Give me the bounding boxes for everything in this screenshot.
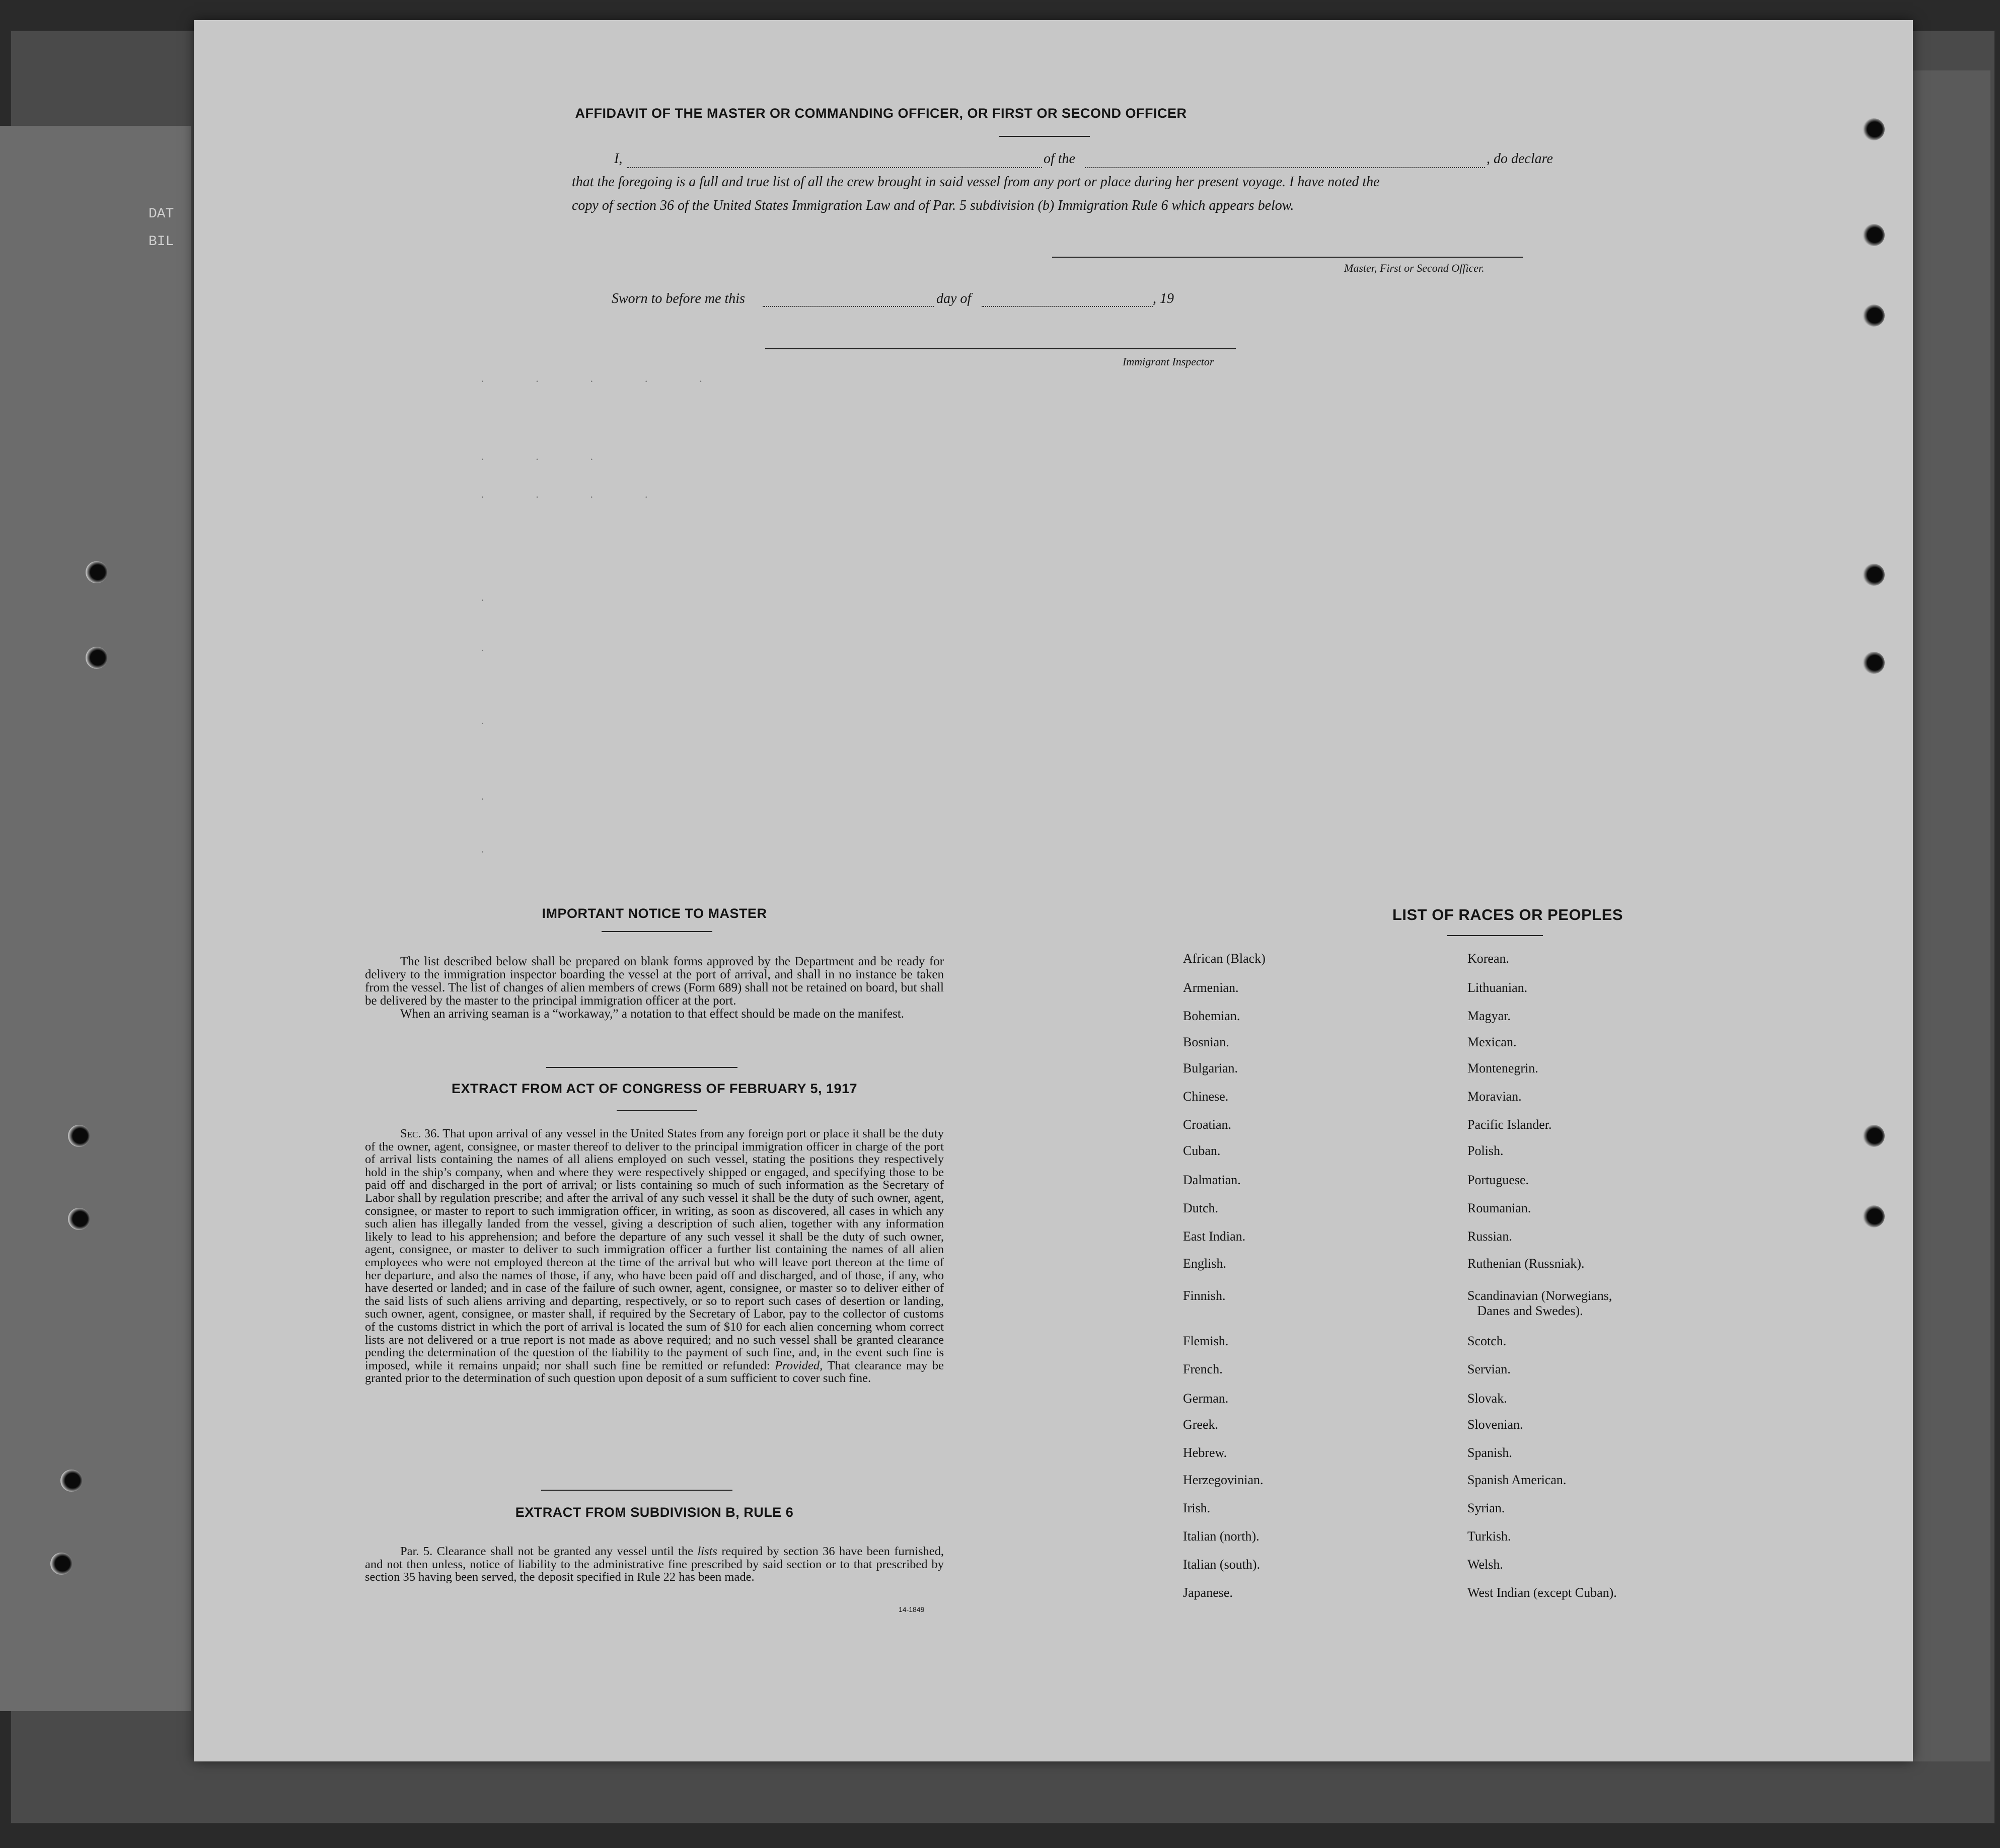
bleed-through: · [481, 717, 500, 730]
section-36-text [365, 1127, 944, 1385]
divider [999, 136, 1090, 137]
race-entry: French. [1183, 1362, 1223, 1376]
race-entry: Pacific Islander. [1467, 1117, 1552, 1132]
race-entry: Welsh. [1467, 1557, 1503, 1572]
binder-hole [1863, 652, 1885, 674]
race-entry: Mexican. [1467, 1035, 1517, 1049]
affidavit-i-label: I, [614, 151, 623, 167]
affidavit-title: AFFIDAVIT OF THE MASTER OR COMMANDING OFFICER, OR FIRST OR SECOND OFFICER [575, 106, 1187, 121]
race-entry: Bulgarian. [1183, 1061, 1238, 1075]
divider [541, 1490, 732, 1491]
race-entry: Irish. [1183, 1501, 1211, 1515]
race-entry: Finnish. [1183, 1288, 1226, 1303]
race-entry: Japanese. [1183, 1585, 1233, 1600]
sworn-day-blank [763, 306, 934, 307]
race-entry: Italian (north). [1183, 1529, 1260, 1544]
day-of-label: day of [936, 291, 972, 306]
side-fragment-bil: BIL [149, 234, 174, 250]
race-entry: Herzegovinian. [1183, 1473, 1264, 1487]
race-entry: English. [1183, 1256, 1226, 1271]
race-entry: Slovak. [1467, 1391, 1507, 1406]
divider [602, 931, 712, 932]
race-entry: Syrian. [1467, 1501, 1505, 1515]
proviso-word: Provided, [775, 1358, 823, 1372]
affidavit-declare-label: , do declare [1487, 151, 1553, 167]
binder-hole [1863, 118, 1885, 140]
name-blank [627, 167, 1042, 168]
race-entry: Italian (south). [1183, 1557, 1261, 1572]
master-signature-line [1052, 257, 1523, 258]
race-entry: Scotch. [1467, 1334, 1507, 1348]
inspector-caption: Immigrant Inspector [1123, 355, 1214, 368]
right-edge-strip [1903, 70, 1990, 1761]
notice-paragraph-1: The list described below shall be prepared on blank forms approved by the Department and be ready for delivery to the immigration inspector boarding the vessel at the port of arrival, and shall in no instance be taken from the vessel. The list of changes of alien members of crews (Form 689) shall not be retained on board, but shall be delivered by the master to the principal immigration officer at the port. [365, 955, 944, 1008]
section-36-tail: That clearance may be granted prior to the determination of such question upon deposit of a sum sufficient to cover such fine. [365, 1358, 944, 1385]
binder-hole [1863, 564, 1885, 586]
binder-hole [1863, 1205, 1885, 1227]
section-36-body: 36. That upon arrival of any vessel in the United States from any foreign port or place it shall be the duty of the owner, agent, consignee, or master thereof to deliver to the principal immigration officer in charge of the port of arrival lists containing the names of all aliens employed on such vessel, stating the positions they respectively hold in the ship’s company, when and where they were respectively shipped or engaged, and specifying those to be paid off and discharged in the port of arrival; or lists containing so much of such information as the Secretary of Labor shall by regulation prescribe; and after the arrival of any such vessel it shall be the duty of such owner, agent, consignee, or master to report to such immigration officer, in writing, as soon as discovered, all cases in which any such alien has illegally landed from the vessel, giving a description of such alien, together with any information likely to lead to his apprehension; and before the departure of any such vessel it shall be the duty of such owner, agent, consignee, or master to deliver to such immigration officer a further list containing the names of all alien employees who were not employed thereon at the time of the arrival but who will leave port thereon at the time of her departure, and also the names of those, if any, who have been paid off and discharged, and of those, if any, who have deserted or landed; and in case of the failure of such owner, agent, consignee, or master so to deliver either of the said lists of such aliens arriving and departing, respectively, or so to report such cases of desertion or landing, such owner, agent, consignee, or master shall, if required by the Secretary of Labor, pay to the collector of customs of the customs district in which the port of arrival is located the sum of $10 for each alien concerning whom correct lists are not delivered or a true report is not made as above required; and no such vessel shall be granted clearance pending the determination of the question of the liability to the payment of such fine, and, in the event such fine is imposed, while it remains unpaid; nor shall such fine be remitted or refunded: [365, 1127, 944, 1372]
binder-hole [1863, 304, 1885, 327]
race-entry: Flemish. [1183, 1334, 1229, 1348]
race-entry: Slovenian. [1467, 1417, 1523, 1432]
affidavit-line-3: copy of section 36 of the United States Immigration Law and of Par. 5 subdivision (b) Immigration Rule 6 which appears below. [572, 198, 1294, 213]
form-number: 14-1849 [899, 1605, 925, 1613]
race-entry: Servian. [1467, 1362, 1511, 1376]
binder-hole [1863, 1125, 1885, 1147]
races-title: LIST OF RACES OR PEOPLES [1392, 906, 1623, 923]
affidavit-line-2: that the foregoing is a full and true list of all the crew brought in said vessel from any port or place during her present voyage. I have noted the [572, 174, 1380, 190]
race-entry: Moravian. [1467, 1089, 1522, 1104]
vessel-blank [1085, 167, 1485, 168]
race-entry: Bohemian. [1183, 1009, 1240, 1023]
race-entry: Cuban. [1183, 1143, 1221, 1158]
binder-hole [86, 647, 108, 669]
side-fragment-dat: DAT [149, 206, 174, 222]
race-entry: Dalmatian. [1183, 1173, 1241, 1187]
race-entry: East Indian. [1183, 1229, 1246, 1244]
bleed-through: · [481, 594, 500, 606]
binder-hole [50, 1553, 72, 1575]
binder-hole [68, 1208, 90, 1230]
race-entry: Portuguese. [1467, 1173, 1529, 1187]
race-entry: Spanish. [1467, 1445, 1512, 1460]
affidavit-of-label: of the [1044, 151, 1075, 167]
bleed-through: · · · · · [481, 375, 718, 388]
master-signature-caption: Master, First or Second Officer. [1344, 262, 1485, 274]
race-entry: Turkish. [1467, 1529, 1511, 1544]
notice-body [365, 955, 944, 1021]
section-lead: Sec. [400, 1127, 421, 1140]
lists-word: lists [697, 1545, 717, 1558]
notice-title: IMPORTANT NOTICE TO MASTER [542, 906, 767, 921]
race-entry: Roumanian. [1467, 1201, 1531, 1215]
bleed-through: · [481, 845, 500, 858]
manifest-page [194, 20, 1913, 1761]
race-entry: Dutch. [1183, 1201, 1219, 1215]
month-blank [982, 306, 1153, 307]
race-entry: Lithuanian. [1467, 980, 1528, 995]
par-5-lead: Par. 5. Clearance shall not be granted any vessel until the [400, 1545, 694, 1558]
race-entry: Scandinavian (Norwegians, Danes and Swedes). [1467, 1288, 1612, 1318]
par-5-body: required by section 36 have been furnished, and not then unless, notice of liability to the administrative fine prescribed by said section or to that prescribed by section 35 having been served, the deposit specified in Rule 22 has been made. [365, 1545, 944, 1584]
race-entry: Korean. [1467, 951, 1510, 966]
race-entry: Polish. [1467, 1143, 1504, 1158]
race-entry: German. [1183, 1391, 1229, 1406]
race-entry: Russian. [1467, 1229, 1512, 1244]
divider [1447, 935, 1543, 936]
rule-extract-title: EXTRACT FROM SUBDIVISION B, RULE 6 [515, 1505, 794, 1520]
bleed-through: · [481, 644, 500, 657]
binder-hole [1863, 224, 1885, 246]
race-entry: Spanish American. [1467, 1473, 1567, 1487]
underlying-page [0, 126, 191, 1711]
race-entry: Hebrew. [1183, 1445, 1227, 1460]
act-extract-title: EXTRACT FROM ACT OF CONGRESS OF FEBRUARY 5, 1917 [451, 1081, 858, 1096]
year-label: , 19 [1153, 291, 1174, 306]
race-entry: Armenian. [1183, 980, 1239, 995]
bleed-through: · · · · [481, 491, 663, 503]
binder-hole [60, 1470, 83, 1492]
binder-hole [68, 1125, 90, 1147]
notice-paragraph-2: When an arriving seaman is a “workaway,” a notation to that effect should be made on the manifest. [400, 1007, 905, 1021]
bleed-through: · · · [481, 453, 609, 466]
race-entry: Bosnian. [1183, 1035, 1229, 1049]
race-entry: Ruthenian (Russniak). [1467, 1256, 1585, 1271]
divider [546, 1067, 737, 1068]
bleed-through: · [481, 793, 500, 805]
race-entry: Magyar. [1467, 1009, 1511, 1023]
race-entry: Croatian. [1183, 1117, 1232, 1132]
sworn-label: Sworn to before me this [612, 291, 745, 306]
race-entry: Montenegrin. [1467, 1061, 1538, 1075]
par-5-text [365, 1545, 944, 1584]
binder-hole [86, 561, 108, 583]
race-entry: Chinese. [1183, 1089, 1229, 1104]
race-entry: African (Black) [1183, 951, 1266, 966]
divider [617, 1110, 697, 1111]
race-entry: West Indian (except Cuban). [1467, 1585, 1617, 1600]
inspector-signature-line [765, 348, 1236, 349]
race-entry: Greek. [1183, 1417, 1219, 1432]
